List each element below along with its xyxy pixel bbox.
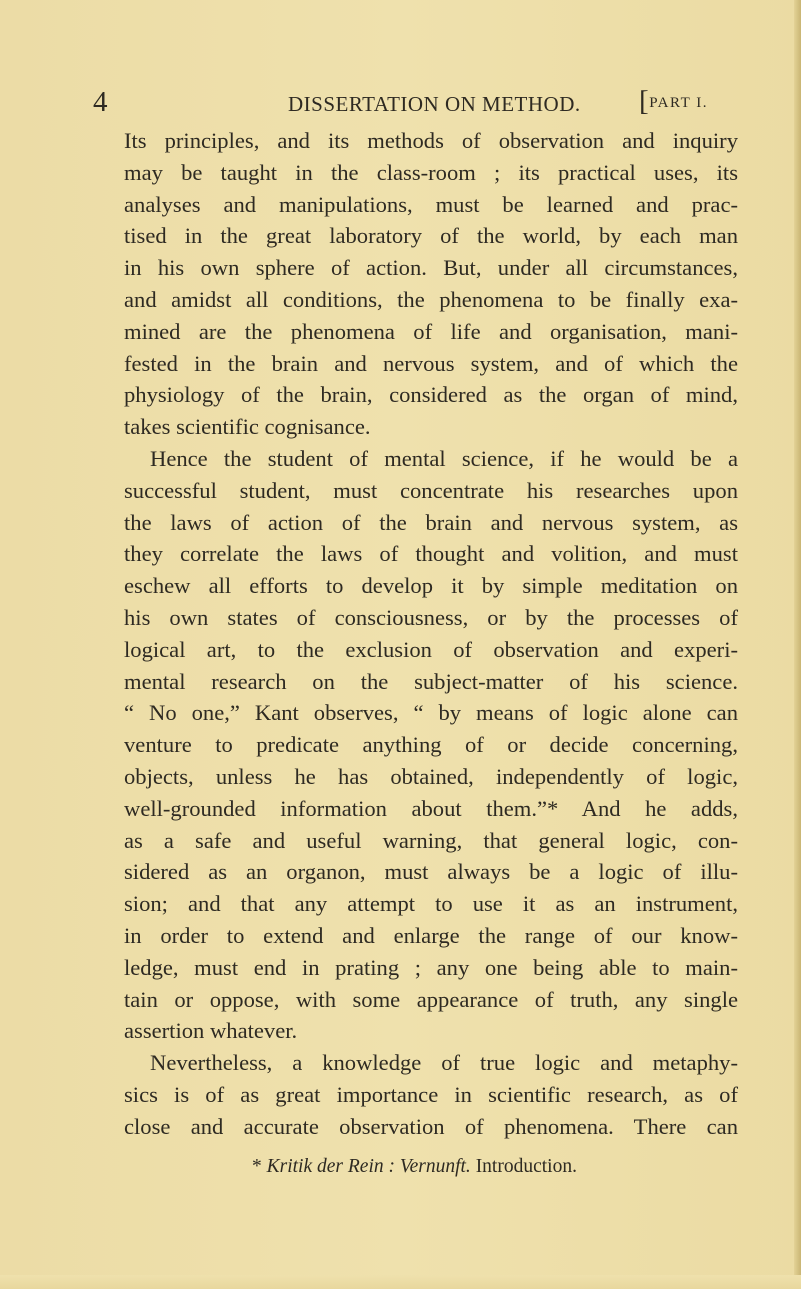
footnote-work-title: Kritik der Rein : Vernunft. xyxy=(266,1156,471,1177)
text-line: ledge, must end in prating ; any one being able to main- xyxy=(124,954,738,980)
page-bottom-margin xyxy=(0,1275,801,1289)
text-line: in his own sphere of action. But, under all circumstances, xyxy=(124,255,738,281)
part-bracket: [ xyxy=(639,85,650,117)
text-line: the laws of action of the brain and nervous system, as xyxy=(124,509,738,535)
text-line: analyses and manipulations, must be learned and prac- xyxy=(124,191,738,217)
text-line: they correlate the laws of thought and volition, and must xyxy=(124,541,738,567)
part-text: PART I. xyxy=(649,95,708,111)
text-line: fested in the brain and nervous system, and of which the xyxy=(124,350,738,376)
body-text xyxy=(124,125,738,1143)
text-line: “ No one,” Kant observes, “ by means of logic alone can xyxy=(124,700,738,726)
text-line: his own states of consciousness, or by the processes of xyxy=(124,604,738,630)
text-line: close and accurate observation of phenomena. There can xyxy=(124,1113,738,1139)
page-edge xyxy=(794,0,801,1289)
page-number: 4 xyxy=(93,86,108,118)
text-line: Hence the student of mental science, if he would be a xyxy=(150,445,738,471)
running-header xyxy=(93,82,708,122)
footnote xyxy=(252,1156,577,1178)
text-line: tised in the great laboratory of the world, by each man xyxy=(124,223,738,249)
text-line: as a safe and useful warning, that general logic, con- xyxy=(124,827,738,853)
text-line: takes scientific cognisance. xyxy=(124,414,371,440)
text-line: physiology of the brain, considered as the organ of mind, xyxy=(124,382,738,408)
running-title: DISSERTATION ON METHOD. xyxy=(288,92,581,116)
text-line: successful student, must concentrate his researches upon xyxy=(124,477,738,503)
text-line: tain or oppose, with some appearance of truth, any single xyxy=(124,986,738,1012)
text-line: eschew all efforts to develop it by simple meditation on xyxy=(124,573,738,599)
footnote-marker: * xyxy=(252,1156,262,1177)
text-line: mined are the phenomena of life and organisation, mani- xyxy=(124,318,738,344)
text-line: well-grounded information about them.”* And he adds, xyxy=(124,795,738,821)
text-line: may be taught in the class-room ; its practical uses, its xyxy=(124,159,738,185)
text-line: sics is of as great importance in scientific research, as of xyxy=(124,1081,738,1107)
text-line: and amidst all conditions, the phenomena to be finally exa- xyxy=(124,286,738,312)
text-line: assertion whatever. xyxy=(124,1018,298,1044)
text-line: sion; and that any attempt to use it as an instrument, xyxy=(124,891,738,917)
footnote-section: Introduction. xyxy=(475,1156,577,1177)
part-label xyxy=(639,85,708,118)
text-line: sidered as an organon, must always be a logic of illu- xyxy=(124,859,738,885)
text-line: venture to predicate anything of or decide concerning, xyxy=(124,732,738,758)
text-line: in order to extend and enlarge the range of our know- xyxy=(124,922,738,948)
text-line: mental research on the subject-matter of his science. xyxy=(124,668,738,694)
text-line: objects, unless he has obtained, independently of logic, xyxy=(124,763,738,789)
text-line: Nevertheless, a knowledge of true logic and metaphy- xyxy=(150,1050,738,1076)
text-line: logical art, to the exclusion of observation and experi- xyxy=(124,636,738,662)
text-line: Its principles, and its methods of observation and inquiry xyxy=(124,128,738,153)
